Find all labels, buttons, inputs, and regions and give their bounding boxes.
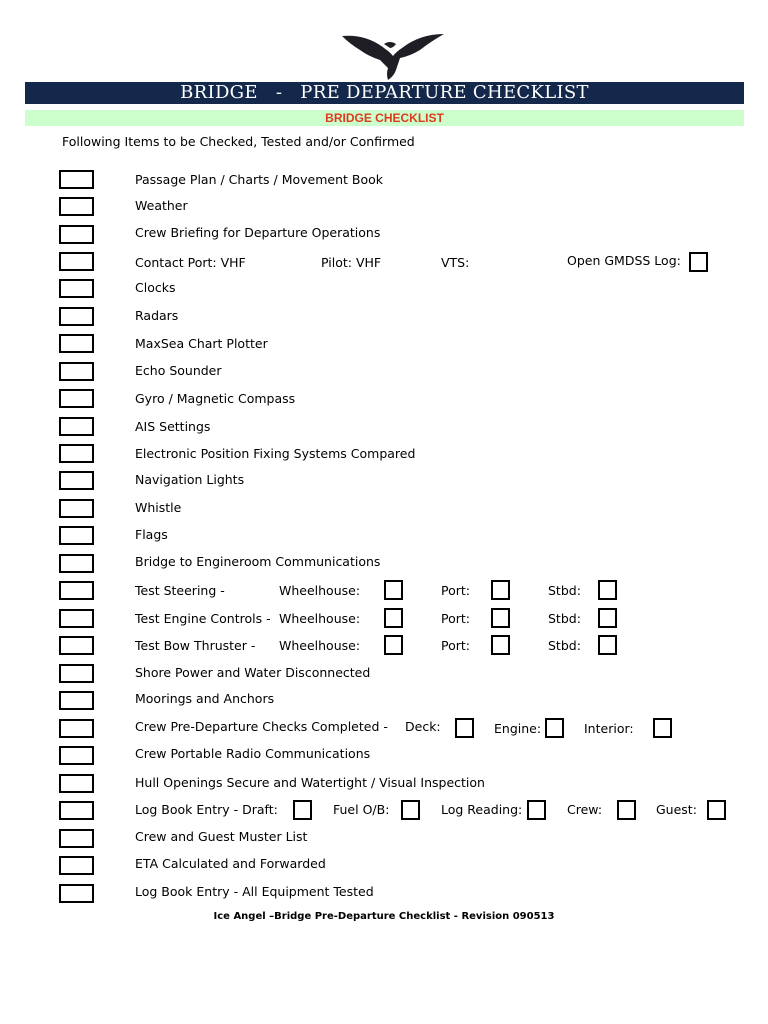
checkbox-engineroom-comms[interactable]	[59, 554, 94, 573]
item-label: Whistle	[135, 500, 182, 515]
extra-label-fuel: Fuel O/B:	[333, 802, 390, 817]
item-label: Moorings and Anchors	[135, 691, 275, 706]
item-label: Flags	[135, 527, 168, 542]
extra-label-gmdss: Open GMDSS Log:	[567, 253, 681, 268]
item-label: Bridge to Engineroom Communications	[135, 554, 381, 569]
checkbox-crew[interactable]	[617, 800, 636, 820]
item-label: Log Book Entry - All Equipment Tested	[135, 884, 374, 899]
checkbox-engine-stbd[interactable]	[598, 608, 617, 628]
item-label: Hull Openings Secure and Watertight / Visual Inspection	[135, 775, 485, 790]
checkbox-fuel[interactable]	[401, 800, 420, 820]
page-title: BRIDGE - PRE DEPARTURE CHECKLIST	[25, 82, 744, 104]
checkbox-position-fixing[interactable]	[59, 444, 94, 463]
item-label: Weather	[135, 198, 188, 213]
item-label: Gyro / Magnetic Compass	[135, 391, 296, 406]
extra-label-vts: VTS:	[441, 255, 470, 270]
checkbox-equipment-tested[interactable]	[59, 884, 94, 903]
checkbox-crew-interior[interactable]	[653, 718, 672, 738]
extra-label-interior: Interior:	[584, 721, 634, 736]
checkbox-draft[interactable]	[293, 800, 312, 820]
item-label: AIS Settings	[135, 419, 211, 434]
extra-label-stbd: Stbd:	[548, 611, 581, 626]
logo	[338, 30, 448, 82]
extra-label-pilot: Pilot: VHF	[321, 255, 382, 270]
winged-figure-emblem-icon	[338, 30, 448, 82]
checkbox-chart-plotter[interactable]	[59, 334, 94, 353]
item-label: Log Book Entry - Draft:	[135, 802, 278, 817]
extra-label-stbd: Stbd:	[548, 583, 581, 598]
item-label: Electronic Position Fixing Systems Compared	[135, 446, 416, 461]
item-label: Test Bow Thruster -	[135, 638, 256, 653]
checkbox-test-engine-controls[interactable]	[59, 609, 94, 628]
checkbox-eta[interactable]	[59, 856, 94, 875]
checkbox-ais[interactable]	[59, 417, 94, 436]
checkbox-clocks[interactable]	[59, 279, 94, 298]
item-label: Crew Pre-Departure Checks Completed -	[135, 719, 388, 734]
extra-label-port: Port:	[441, 611, 470, 626]
checkbox-radio-comms[interactable]	[59, 746, 94, 765]
extra-label-wheelhouse: Wheelhouse:	[279, 583, 361, 598]
checkbox-thruster-stbd[interactable]	[598, 635, 617, 655]
item-label: Radars	[135, 308, 179, 323]
item-label: Shore Power and Water Disconnected	[135, 665, 371, 680]
item-label: MaxSea Chart Plotter	[135, 336, 268, 351]
checkbox-log-book-draft[interactable]	[59, 801, 94, 820]
extra-label-port: Port:	[441, 583, 470, 598]
item-label: Echo Sounder	[135, 363, 222, 378]
checkbox-whistle[interactable]	[59, 499, 94, 518]
checkbox-echo-sounder[interactable]	[59, 362, 94, 381]
checkbox-weather[interactable]	[59, 197, 94, 216]
extra-label-log-reading: Log Reading:	[441, 802, 523, 817]
checkbox-thruster-port[interactable]	[491, 635, 510, 655]
item-label: Contact Port: VHF	[135, 255, 246, 270]
item-label: Navigation Lights	[135, 472, 245, 487]
item-label: Crew and Guest Muster List	[135, 829, 308, 844]
footer-text: Ice Angel –Bridge Pre-Departure Checklist - Revision 090513	[213, 911, 555, 922]
item-label: Test Steering -	[135, 583, 225, 598]
extra-label-deck: Deck:	[405, 719, 441, 734]
checkbox-test-bow-thruster[interactable]	[59, 636, 94, 655]
checkbox-engine-port[interactable]	[491, 608, 510, 628]
checkbox-log-reading[interactable]	[527, 800, 546, 820]
extra-label-port: Port:	[441, 638, 470, 653]
checkbox-passage-plan[interactable]	[59, 170, 94, 189]
item-label: ETA Calculated and Forwarded	[135, 856, 326, 871]
checkbox-moorings[interactable]	[59, 691, 94, 710]
extra-label-crew: Crew:	[567, 802, 603, 817]
checkbox-compass[interactable]	[59, 389, 94, 408]
checkbox-steering-port[interactable]	[491, 580, 510, 600]
checkbox-guest[interactable]	[707, 800, 726, 820]
checkbox-crew-deck[interactable]	[455, 718, 474, 738]
intro-text: Following Items to be Checked, Tested and/or Confirmed	[62, 134, 415, 149]
checkbox-muster-list[interactable]	[59, 829, 94, 848]
extra-label-wheelhouse: Wheelhouse:	[279, 638, 361, 653]
extra-label-guest: Guest:	[656, 802, 697, 817]
item-label: Passage Plan / Charts / Movement Book	[135, 172, 383, 187]
item-label: Crew Briefing for Departure Operations	[135, 225, 381, 240]
checkbox-crew-checks[interactable]	[59, 719, 94, 738]
checkbox-steering-wheelhouse[interactable]	[384, 580, 403, 600]
section-subtitle: BRIDGE CHECKLIST	[25, 110, 744, 126]
checkbox-shore-power[interactable]	[59, 664, 94, 683]
checkbox-radars[interactable]	[59, 307, 94, 326]
checkbox-flags[interactable]	[59, 526, 94, 545]
item-label: Crew Portable Radio Communications	[135, 746, 371, 761]
extra-label-wheelhouse: Wheelhouse:	[279, 611, 361, 626]
checkbox-gmdss-log[interactable]	[689, 252, 708, 272]
item-label: Test Engine Controls -	[135, 611, 271, 626]
extra-label-stbd: Stbd:	[548, 638, 581, 653]
checkbox-crew-briefing[interactable]	[59, 225, 94, 244]
extra-label-engine: Engine:	[494, 721, 542, 736]
checkbox-crew-engine[interactable]	[545, 718, 564, 738]
checkbox-hull-openings[interactable]	[59, 774, 94, 793]
item-label: Clocks	[135, 280, 176, 295]
checkbox-steering-stbd[interactable]	[598, 580, 617, 600]
checkbox-navigation-lights[interactable]	[59, 471, 94, 490]
checkbox-engine-wheelhouse[interactable]	[384, 608, 403, 628]
checkbox-test-steering[interactable]	[59, 581, 94, 600]
checkbox-contact-port[interactable]	[59, 252, 94, 271]
checkbox-thruster-wheelhouse[interactable]	[384, 635, 403, 655]
